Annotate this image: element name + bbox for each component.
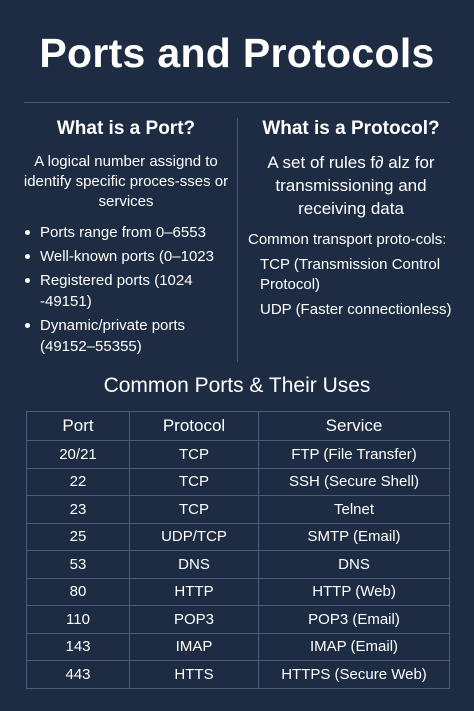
column-header-protocol: Protocol	[130, 412, 259, 441]
port-bullet: Well-known ports (0–1023	[22, 246, 230, 267]
service-cell: HTTPS (Secure Web)	[259, 661, 450, 689]
port-cell: 143	[27, 633, 130, 661]
service-cell: FTP (File Transfer)	[259, 441, 450, 469]
port-cell: 80	[27, 578, 130, 606]
port-bullet: Registered ports (1024 -49151)	[22, 270, 230, 312]
protocol-intro: Common transport proto-cols:	[248, 231, 447, 248]
service-cell: HTTP (Web)	[259, 578, 450, 606]
port-bullet: Ports range from 0–6553	[22, 222, 230, 243]
port-cell: 22	[27, 468, 130, 496]
table-row	[27, 633, 450, 661]
service-cell: Telnet	[259, 496, 450, 524]
port-cell: 23	[27, 496, 130, 524]
protocol-section	[248, 118, 454, 320]
port-bullet: Dynamic/private ports (49152–55355)	[22, 315, 230, 357]
protocol-description: A set of rules f∂ alz for transmissioning and receiving data	[267, 153, 435, 218]
table-row	[27, 551, 450, 579]
service-cell: SMTP (Email)	[259, 523, 450, 551]
protocol-cell: HTTS	[130, 661, 259, 689]
protocol-cell: HTTP	[130, 578, 259, 606]
table-row	[27, 441, 450, 469]
column-divider	[237, 118, 238, 362]
ports-table-title: Common Ports & Their Uses	[103, 374, 371, 397]
protocol-cell: TCP	[130, 468, 259, 496]
table-row	[27, 606, 450, 634]
service-cell: SSH (Secure Shell)	[259, 468, 450, 496]
port-description: A logical number assignd to identify specific proces-sses or services	[23, 153, 229, 210]
port-cell: 443	[27, 661, 130, 689]
table-row	[27, 578, 450, 606]
table-row	[27, 496, 450, 524]
service-cell: POP3 (Email)	[259, 606, 450, 634]
column-header-service: Service	[259, 412, 450, 441]
table-header-row	[27, 412, 450, 441]
port-section	[22, 118, 230, 360]
protocol-cell: UDP/TCP	[130, 523, 259, 551]
title-divider	[24, 102, 450, 103]
page-title: Ports and Protocols	[39, 30, 435, 76]
protocol-item-tcp: TCP (Transmission Control Protocol)	[260, 256, 441, 293]
protocol-heading: What is a Protocol?	[262, 118, 440, 139]
protocol-cell: TCP	[130, 496, 259, 524]
service-cell: DNS	[259, 551, 450, 579]
table-row	[27, 468, 450, 496]
protocol-item-udp: UDP (Faster connectionless)	[260, 301, 452, 318]
port-cell: 53	[27, 551, 130, 579]
port-bullet-list	[22, 222, 230, 357]
port-cell: 110	[27, 606, 130, 634]
table-row	[27, 523, 450, 551]
port-heading: What is a Port?	[56, 118, 196, 139]
table-row	[27, 661, 450, 689]
protocol-cell: TCP	[130, 441, 259, 469]
column-header-port: Port	[27, 412, 130, 441]
protocol-cell: IMAP	[130, 633, 259, 661]
port-cell: 25	[27, 523, 130, 551]
protocol-cell: POP3	[130, 606, 259, 634]
port-cell: 20/21	[27, 441, 130, 469]
service-cell: IMAP (Email)	[259, 633, 450, 661]
protocol-cell: DNS	[130, 551, 259, 579]
ports-table	[26, 411, 450, 689]
